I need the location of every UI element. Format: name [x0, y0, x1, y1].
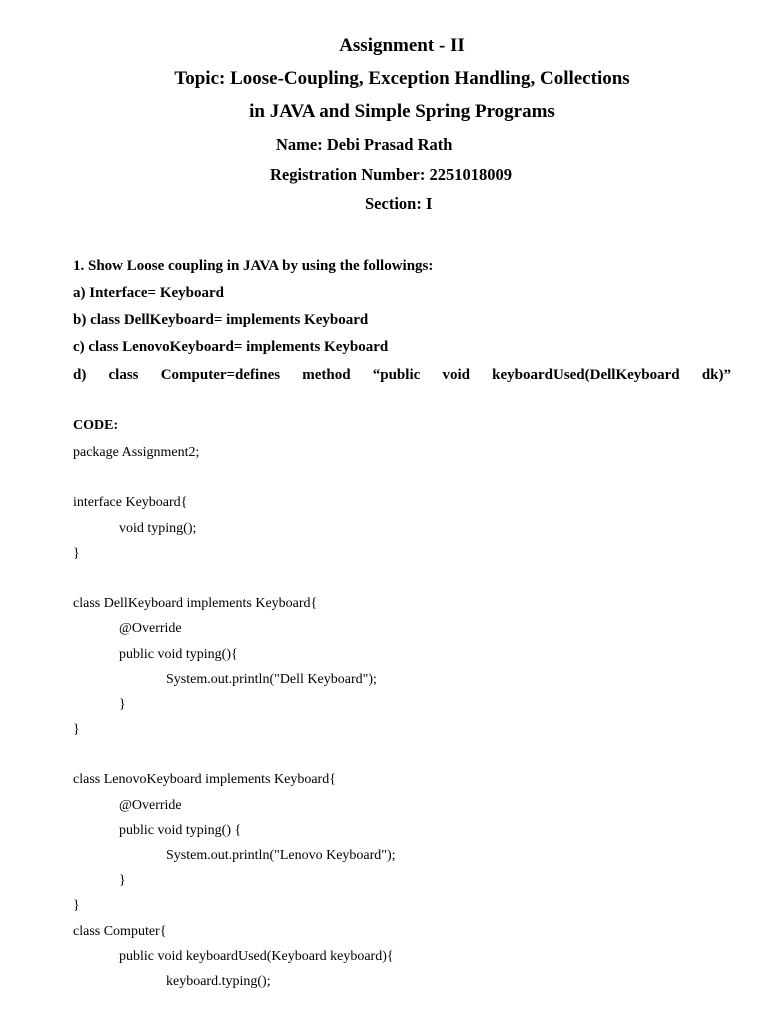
code-label: CODE:	[73, 418, 119, 433]
code-line: public void keyboardUsed(Keyboard keyboard){	[119, 948, 394, 964]
question-item-d-word: void	[442, 367, 470, 383]
code-line	[73, 742, 396, 767]
code-line: @Override	[119, 621, 182, 637]
student-name: Name: Debi Prasad Rath	[276, 135, 453, 154]
code-line	[73, 566, 396, 591]
question-heading: 1. Show Loose coupling in JAVA by using the followings:	[73, 258, 434, 274]
question-item-d-word: method	[302, 367, 351, 383]
topic-line-1: Topic: Loose-Coupling, Exception Handling, Collections	[174, 68, 630, 89]
code-line: }	[73, 545, 80, 561]
topic-line-2: in JAVA and Simple Spring Programs	[249, 101, 555, 122]
code-line: package Assignment2;	[73, 445, 200, 460]
question-item-d-word: dk)”	[701, 367, 731, 383]
code-line: public void typing(){	[119, 646, 238, 662]
question-item-d	[73, 367, 731, 384]
code-line: }	[119, 696, 126, 712]
code-line: keyboard.typing();	[166, 973, 271, 989]
code-line: class DellKeyboard implements Keyboard{	[73, 596, 318, 612]
question-item-d-word: keyboardUsed(DellKeyboard	[492, 367, 680, 383]
code-line	[73, 465, 396, 490]
question-item-d-word: d)	[73, 367, 87, 383]
code-line: void typing();	[119, 520, 197, 536]
code-line: }	[73, 722, 80, 738]
code-line: }	[119, 873, 126, 889]
section-label: Section: I	[365, 194, 433, 213]
code-line: class Computer{	[73, 923, 167, 939]
question-item-d-word: Computer=defines	[160, 367, 281, 383]
question-item-d-word: “public	[372, 367, 421, 383]
code-line: class LenovoKeyboard implements Keyboard{	[73, 772, 336, 788]
assignment-title: Assignment - II	[339, 35, 465, 56]
code-line: interface Keyboard{	[73, 495, 188, 511]
question-item-c: c) class LenovoKeyboard= implements Keyboard	[73, 339, 389, 355]
code-line: System.out.println("Dell Keyboard");	[166, 671, 377, 687]
code-block	[73, 440, 396, 994]
question-item-a: a) Interface= Keyboard	[73, 285, 225, 301]
question-item-b: b) class DellKeyboard= implements Keyboard	[73, 312, 369, 328]
code-line: System.out.println("Lenovo Keyboard");	[166, 848, 396, 863]
code-line: @Override	[119, 797, 182, 813]
code-line: public void typing() {	[119, 822, 242, 838]
registration-number: Registration Number: 2251018009	[270, 165, 512, 184]
code-line: }	[73, 898, 80, 914]
question-item-d-word: class	[108, 367, 139, 383]
